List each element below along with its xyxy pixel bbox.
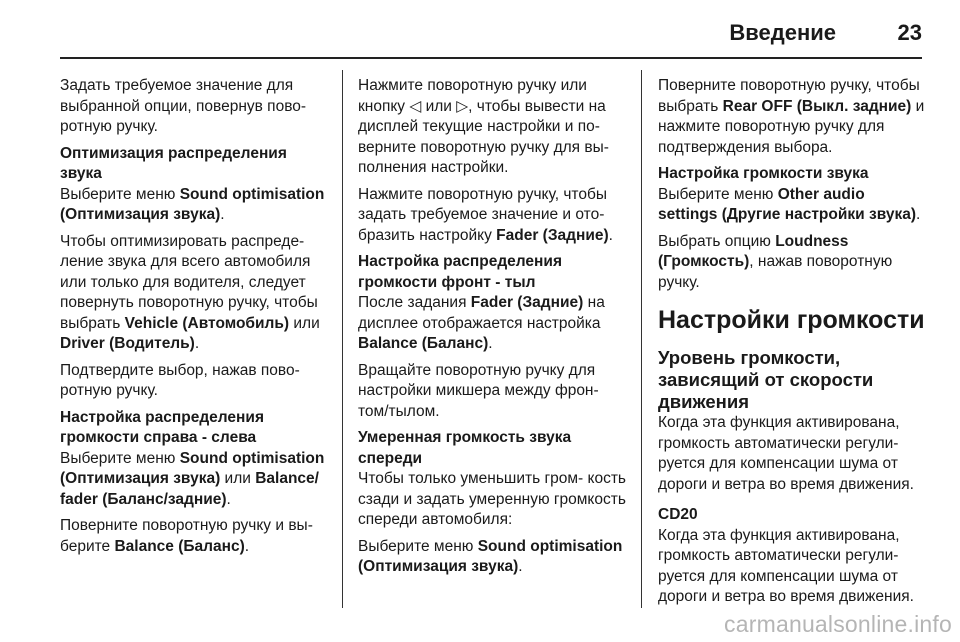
paragraph: После задания Fader (Задние) на дисплее отображается настройка Balance (Баланс). xyxy=(358,294,605,352)
section-heading: Настройка громкости звука xyxy=(658,165,869,182)
paragraph: Когда эта функция активирована, громкость автоматически регули- руется для компенсации шума от дороги и ветра во время движения. xyxy=(658,526,914,605)
column-3 xyxy=(658,76,928,614)
paragraph: Подтвердите выбор, нажав пово- ротную ручку. xyxy=(60,361,300,399)
paragraph: Поверните поворотную ручку и вы- берите Balance (Баланс). xyxy=(60,517,313,555)
section-heading: Настройка распределения громкости справа - слева xyxy=(60,408,264,446)
paragraph: Нажмите поворотную ручку или кнопку ◁ или ▷, чтобы вывести на дисплей текущие настройки и по- верните поворотную ручку для вы- полнения настройки. xyxy=(358,77,609,176)
section-heading: Оптимизация распределения звука xyxy=(60,144,287,182)
paragraph: Выберите меню Sound optimisation (Оптимизация звука). xyxy=(358,537,623,575)
paragraph: Когда эта функция активирована, громкость автоматически регули- руется для компенсации шума от дороги и ветра во время движения. xyxy=(658,414,914,493)
section-heading: Настройка распределения громкости фронт - тыл xyxy=(358,253,562,291)
section-heading: CD20 xyxy=(658,506,698,523)
paragraph: Чтобы только уменьшить гром- кость сзади и задать умеренную громкость спереди автомобиля: xyxy=(358,470,626,528)
page-header xyxy=(60,10,922,59)
chapter-heading: Настройки громкости xyxy=(658,306,925,334)
paragraph: Нажмите поворотную ручку, чтобы задать требуемое значение и ото- бразить настройку Fader (Задние). xyxy=(358,185,613,244)
column-divider-1 xyxy=(342,70,343,608)
paragraph: Задать требуемое значение для выбранной опции, повернув пово- ротную ручку. xyxy=(60,77,307,135)
column-1 xyxy=(60,76,330,563)
column-divider-2 xyxy=(641,70,642,608)
watermark: carmanualsonline.info xyxy=(724,611,952,637)
subsection-heading: Уровень громкости, зависящий от скорости движения xyxy=(658,347,874,412)
paragraph: Выбрать опцию Loudness (Громкость), нажав поворотную ручку. xyxy=(658,232,893,291)
page-number: 23 xyxy=(897,20,922,45)
paragraph: Вращайте поворотную ручку для настройки микшера между фрон- том/тылом. xyxy=(358,361,599,420)
paragraph: Поверните поворотную ручку, чтобы выбрать Rear OFF (Выкл. задние) и нажмите поворотную ручку для подтверждения выбора. xyxy=(658,77,925,156)
section-heading: Умеренная громкость звука спереди xyxy=(358,429,572,467)
paragraph: Выберите меню Sound optimisation (Оптимизация звука). xyxy=(60,185,325,223)
page-title: Введение xyxy=(729,20,836,45)
paragraph: Чтобы оптимизировать распреде- ление звука для всего автомобиля или только для водителя, следует повернуть поворотную ручку, чтобы выбрать Vehicle (Автомобиль) или Driver (Водитель). xyxy=(60,232,320,352)
paragraph: Выберите меню Sound optimisation (Оптимизация звука) или Balance/ fader (Баланс/задние). xyxy=(60,449,325,508)
column-2 xyxy=(358,76,630,584)
paragraph: Выберите меню Other audio settings (Другие настройки звука). xyxy=(658,185,921,223)
